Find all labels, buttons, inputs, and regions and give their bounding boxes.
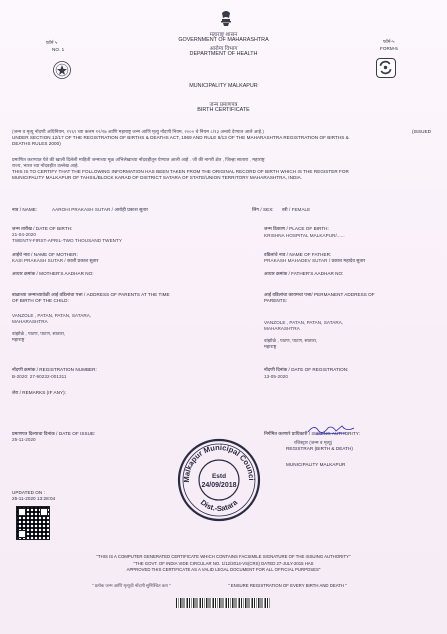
intro-line3: DEATHS RULES 2000) — [12, 141, 61, 146]
pob-label: जन्म ठिकाण / PLACE OF BIRTH: — [264, 226, 329, 231]
registrar-signature — [306, 422, 356, 436]
form-label-left: NO. 1 — [52, 47, 65, 52]
name-value: AAROHI PRAKASH SUTAR / आरोही प्रकाश सुतार — [52, 207, 149, 212]
sex-label: लिंग / SEX: — [252, 207, 274, 212]
seal-top-text: Malkapur Municipal Counci — [181, 442, 257, 483]
registration-number-label: नोंदणी क्रमांक / REGISTRATION NUMBER: — [12, 367, 97, 372]
address-at-birth-value-1: VANZOLE , PATAN, PATAN, SATARA, — [12, 313, 92, 318]
issue-date-label: प्रमाणपत्र दिल्याचा दिनांक / DATE OF ISSUE: — [12, 431, 96, 436]
issuing-authority-label: निर्गमित करणारे प्राधिकारी / ISSUING AUTHORITY: — [264, 431, 360, 436]
maharashtra-seal-icon — [52, 60, 72, 80]
permanent-address-value-dev-1: वांझोळे , पाटण, पाटण, सातारा, — [264, 338, 318, 343]
gov-title-dev: महाराष्ट्र शासन — [209, 32, 238, 38]
permanent-address-value-1: VANZOLE , PATAN, PATAN, SATARA, — [264, 320, 344, 325]
updated-label: UPDATED ON : — [12, 490, 45, 495]
national-emblem-icon — [218, 9, 234, 27]
mother-value: KASI PRAKASH SUTAR / काशी प्रकाश सुतार — [12, 258, 99, 263]
form-label-right-dev: फॉर्म-५ — [383, 39, 395, 44]
registrar-title-dev: रजिस्ट्रार (जन्म व मृत्यू) — [294, 440, 333, 445]
footer-note-1: "THIS IS A COMPUTER GENERATED CERTIFICATE WHICH CONTAINS FACSIMILE SIGNATURE OF THE ISSUING AUTHORITY" — [96, 554, 351, 559]
registration-date-value: 13-05-2020 — [264, 374, 288, 379]
father-label: वडिलांचे नाव / NAME OF FATHER: — [264, 252, 332, 257]
certify-dev-2: राज्य, भारत च्या नोंदवहीत उल्लेख आहे. — [12, 163, 79, 168]
registrar-office: MUNICIPALITY MALKAPUR — [286, 462, 346, 467]
updated-value: 25-11-2020 13:28:04 — [12, 496, 56, 501]
name-label: नाव / NAME: — [12, 207, 38, 212]
health-department-logo-icon — [376, 58, 396, 78]
form-label-right: FORM-5 — [380, 46, 398, 51]
seal-center-date: 24/09/2018 — [201, 482, 237, 489]
seal-center-label: Estd — [211, 473, 227, 480]
footer-note-2: "THE GOVT. OF INDIA VIDE CIRCULAR NO. 1/12/2014-VS(CRS) DATED 27-JULY-2015 HAS — [133, 561, 314, 566]
dept-title: DEPARTMENT OF HEALTH — [189, 51, 258, 57]
cert-title: BIRTH CERTIFICATE — [197, 107, 250, 113]
footer-note-3: APPROVED THIS CERTIFICATE AS A VALID LEGAL DOCUMENT FOR ALL OFFICIAL PURPOSES" — [126, 567, 321, 572]
address-at-birth-value-dev-2: महाराष्ट्र — [12, 337, 25, 342]
permanent-address-value-dev-2: महाराष्ट्र — [264, 344, 277, 349]
seal-bottom-text: Dist.-Satara — [198, 497, 240, 514]
father-value: PRAKASH MAHADEV SUTAR / प्रकाश महादेव सुतार — [264, 258, 366, 263]
intro-line2: UNDER SECTION 12/17 OF THE REGISTRATION OF BIRTHS & DEATHS ACT, 1969 AND RULE 8/13 OF THE MAHARASHTRA REGISTRATION OF BIRTHS & — [12, 135, 349, 140]
registration-date-label: नोंदणी दिनांक / DATE OF REGISTRATION: — [264, 367, 349, 372]
certify-line-2: MUNICIPALITY MALKAPUR OF TAHSIL/BLOCK KARAD OF DISTRICT SATARA OF STATE/UNION TERRITORY MAHARASHTRA, INDIA. — [12, 175, 303, 180]
mother-label: आईचे नाव / NAME OF MOTHER: — [12, 252, 78, 257]
certify-dev-1: प्रमाणित करण्यात येते की खाली दिलेली माहिती जन्माच्या मूळ अभिलेखाच्या नोंदवहीतून घेण्यात आली आहे . जी की नागरी क्षेत्र , जिल्हा सातारा , महाराष्ट्र — [12, 157, 265, 162]
intro-line1-dev: (जन्म व मृत्यु नोंदणी अधिनियम, १९६९ च्या कलम १२/१७ आणि महाराष्ट्र जन्म आणि मृत्यु नोंदणी नियम, २००० चे नियम ८/१३ अन्वये देण्यात आले आहे.) — [12, 129, 264, 134]
municipal-council-seal — [176, 437, 262, 523]
permanent-address-label-2: PARENTS: — [264, 298, 288, 303]
footer-note-4-dev: " प्रत्येक जन्म आणि मृत्यूची नोंदणी सुनिश्चित करा " — [92, 583, 171, 588]
council-name: MUNICIPALITY MALKAPUR — [189, 83, 258, 89]
barcode — [176, 598, 270, 608]
remarks-label: शेरा / REMARKS (IF ANY): — [12, 390, 67, 395]
dob-value: 21-04-2020 — [12, 232, 36, 237]
intro-line1-issued: (ISSUED — [412, 129, 431, 134]
mother-aadhar-label: आधार क्रमांक / MOTHER'S AADHAR NO: — [12, 271, 94, 276]
pob-value: KRISHNA HOSPITAL MALKAPUR/...... — [264, 233, 345, 238]
dept-title-dev: आरोग्य विभाग — [209, 46, 238, 52]
address-at-birth-label-1: बाळाच्या जन्माच्यावेळी आई वडिलांचा पत्ता / ADDRESS OF PARENTS AT THE TIME — [12, 292, 170, 297]
registrar-title: REGISTRAR (BIRTH & DEATH) — [286, 446, 353, 451]
footer-note-4: " ENSURE REGISTRATION OF EVERY BIRTH AND DEATH " — [228, 583, 347, 588]
qr-code — [16, 506, 50, 540]
issue-date-value: 25-11-2020 — [12, 437, 36, 442]
address-at-birth-value-dev-1: वांझोळे , पाटण, पाटण, सातारा, — [12, 331, 66, 336]
form-label-left-dev: फ़ॉर्म ५ — [46, 40, 58, 45]
address-at-birth-label-2: OF BIRTH OF THE CHILD: — [12, 298, 69, 303]
certify-line-1: THIS IS TO CERTIFY THAT THE FOLLOWING INFORMATION HAS BEEN TAKEN FROM THE ORIGINAL RECORD OF BIRTH WHICH IS THE REGISTER FOR — [12, 169, 349, 174]
father-aadhar-label: आधार क्रमांक / FATHER'S AADHAR NO: — [264, 271, 344, 276]
dob-words: TWENTY-FIRST-APRIL-TWO THOUSAND TWENTY — [12, 238, 123, 243]
permanent-address-label-1: आई वडिलांचा कायमचा पत्ता/ PERMANENT ADDRESS OF — [264, 292, 375, 297]
permanent-address-value-2: MAHARASHTRA — [264, 326, 300, 331]
registration-number-value: B-2020: 27-90232-001311 — [12, 374, 67, 379]
cert-title-dev: जन्म प्रमाणपत्र — [209, 102, 238, 108]
address-at-birth-value-2: MAHARASHTRA — [12, 319, 48, 324]
dob-label: जन्म तारीख / DATE OF BIRTH: — [12, 226, 73, 231]
sex-value: स्त्री / FEMALE — [282, 207, 311, 212]
gov-title: GOVERNMENT OF MAHARASHTRA — [178, 37, 269, 43]
